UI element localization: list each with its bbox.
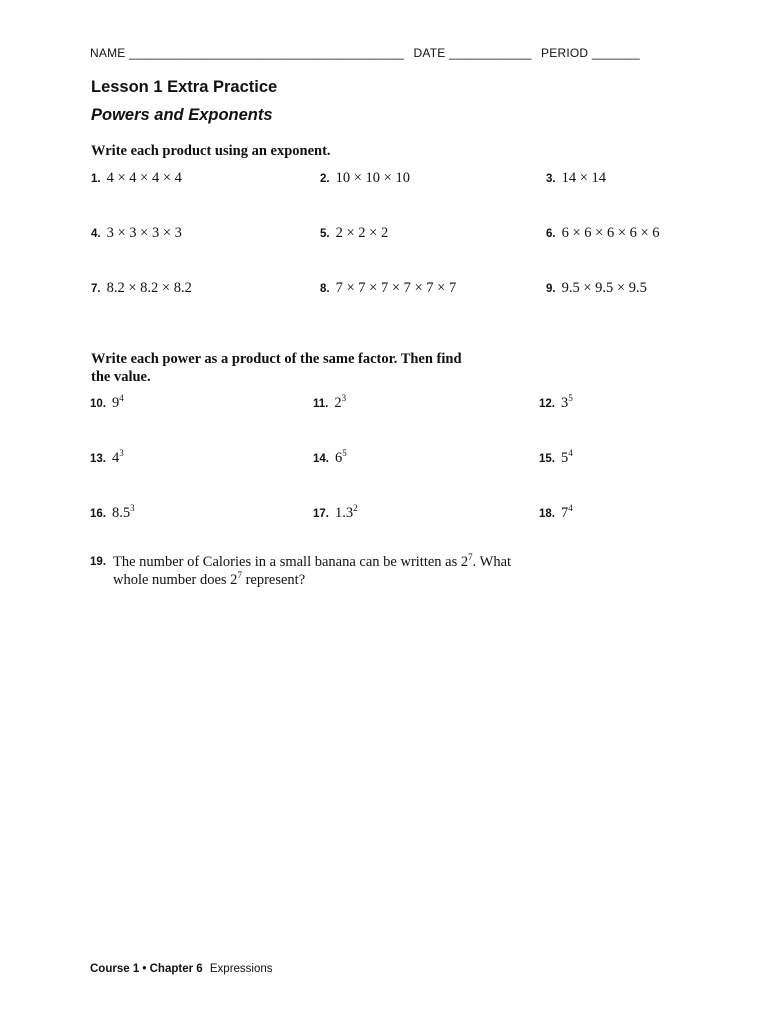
power-base: 2 bbox=[334, 395, 342, 411]
problem-12 bbox=[539, 394, 573, 412]
text-segment: whole number does 2 bbox=[113, 572, 238, 588]
problem-number: 12. bbox=[539, 398, 555, 410]
exponent: 7 bbox=[468, 552, 473, 562]
word-problem-line2 bbox=[113, 571, 573, 589]
power-base: 7 bbox=[561, 505, 569, 521]
section2-instruction-line2: the value. bbox=[91, 369, 151, 385]
power-base: 6 bbox=[335, 450, 343, 466]
problem-15 bbox=[539, 449, 573, 467]
text-segment: represent? bbox=[241, 572, 306, 588]
power-exponent: 2 bbox=[353, 503, 358, 513]
power-base: 1.3 bbox=[335, 505, 354, 521]
problem-expression: 4 × 4 × 4 × 4 bbox=[106, 170, 182, 186]
problem-10 bbox=[90, 394, 124, 412]
lesson-subtitle: Powers and Exponents bbox=[91, 106, 273, 124]
power-exponent: 3 bbox=[341, 393, 347, 403]
problem-13 bbox=[90, 449, 124, 467]
period-blank[interactable]: _______ bbox=[591, 46, 640, 60]
problem-expression: 14 × 14 bbox=[561, 170, 607, 186]
power-base: 4 bbox=[112, 450, 120, 466]
power-base: 5 bbox=[561, 450, 569, 466]
problem-number: 4. bbox=[91, 228, 101, 240]
problem-expression: 2 × 2 × 2 bbox=[335, 225, 389, 241]
problem-6 bbox=[546, 224, 660, 242]
power-base: 8.5 bbox=[112, 505, 131, 521]
problem-number: 10. bbox=[90, 398, 106, 410]
problem-4 bbox=[91, 224, 182, 242]
problem-9 bbox=[546, 279, 647, 297]
problem-expression: 7 × 7 × 7 × 7 × 7 × 7 bbox=[335, 280, 457, 296]
problem-7 bbox=[91, 279, 192, 297]
exponent: 7 bbox=[237, 570, 242, 580]
student-info-header bbox=[90, 46, 640, 60]
problem-3 bbox=[546, 169, 606, 187]
problem-expression: 6 × 6 × 6 × 6 × 6 bbox=[561, 225, 660, 241]
problem-18 bbox=[539, 504, 573, 522]
problem-14 bbox=[313, 449, 347, 467]
problem-number: 6. bbox=[546, 228, 556, 240]
power-exponent: 4 bbox=[568, 448, 573, 458]
problem-number: 15. bbox=[539, 453, 555, 465]
problem-number: 3. bbox=[546, 173, 556, 185]
problem-16 bbox=[90, 504, 135, 522]
name-blank[interactable]: ________________________________________ bbox=[129, 46, 404, 60]
problem-expression: 8.2 × 8.2 × 8.2 bbox=[106, 280, 192, 296]
problem-number: 1. bbox=[91, 173, 101, 185]
date-label: DATE bbox=[413, 46, 446, 60]
power-exponent: 3 bbox=[119, 448, 124, 458]
section2-instruction bbox=[91, 350, 462, 386]
problem-number: 9. bbox=[546, 283, 556, 295]
name-label: NAME bbox=[90, 46, 126, 60]
section2-instruction-line1: Write each power as a product of the same factor. Then find bbox=[91, 351, 462, 367]
problem-expression: 3 × 3 × 3 × 3 bbox=[106, 225, 182, 241]
problem-1 bbox=[91, 169, 182, 187]
problem-expression: 9.5 × 9.5 × 9.5 bbox=[561, 280, 647, 296]
period-label: PERIOD bbox=[541, 46, 589, 60]
power-exponent: 4 bbox=[119, 393, 124, 403]
power-exponent: 4 bbox=[568, 503, 573, 513]
problem-number: 8. bbox=[320, 283, 330, 295]
text-segment: . What bbox=[472, 554, 512, 570]
power-exponent: 5 bbox=[342, 448, 347, 458]
problem-2 bbox=[320, 169, 410, 187]
problem-number: 7. bbox=[91, 283, 101, 295]
power-base: 3 bbox=[561, 395, 569, 411]
problem-number: 18. bbox=[539, 508, 555, 520]
word-problem-text bbox=[113, 553, 573, 589]
problem-5 bbox=[320, 224, 388, 242]
date-blank[interactable]: ____________ bbox=[449, 46, 532, 60]
power-exponent: 5 bbox=[568, 393, 573, 403]
problem-11 bbox=[313, 394, 346, 412]
page-footer bbox=[90, 963, 273, 975]
power-base: 9 bbox=[112, 395, 120, 411]
section1-instruction: Write each product using an exponent. bbox=[91, 143, 331, 159]
problem-number: 19. bbox=[90, 556, 106, 568]
problem-8 bbox=[320, 279, 456, 297]
word-problem-line1 bbox=[113, 553, 573, 571]
problem-number: 5. bbox=[320, 228, 330, 240]
problem-number: 11. bbox=[313, 398, 329, 410]
text-segment: The number of Calories in a small banana can be written as 2 bbox=[113, 554, 469, 570]
footer-topic: Expressions bbox=[209, 963, 273, 975]
problem-number: 2. bbox=[320, 173, 330, 185]
problem-number: 16. bbox=[90, 508, 106, 520]
problem-number: 13. bbox=[90, 453, 106, 465]
problem-number: 17. bbox=[313, 508, 329, 520]
problem-17 bbox=[313, 504, 358, 522]
lesson-title: Lesson 1 Extra Practice bbox=[91, 78, 278, 96]
footer-course-chapter: Course 1 • Chapter 6 bbox=[90, 963, 203, 975]
problem-number: 14. bbox=[313, 453, 329, 465]
problem-expression: 10 × 10 × 10 bbox=[335, 170, 410, 186]
power-exponent: 3 bbox=[130, 503, 135, 513]
